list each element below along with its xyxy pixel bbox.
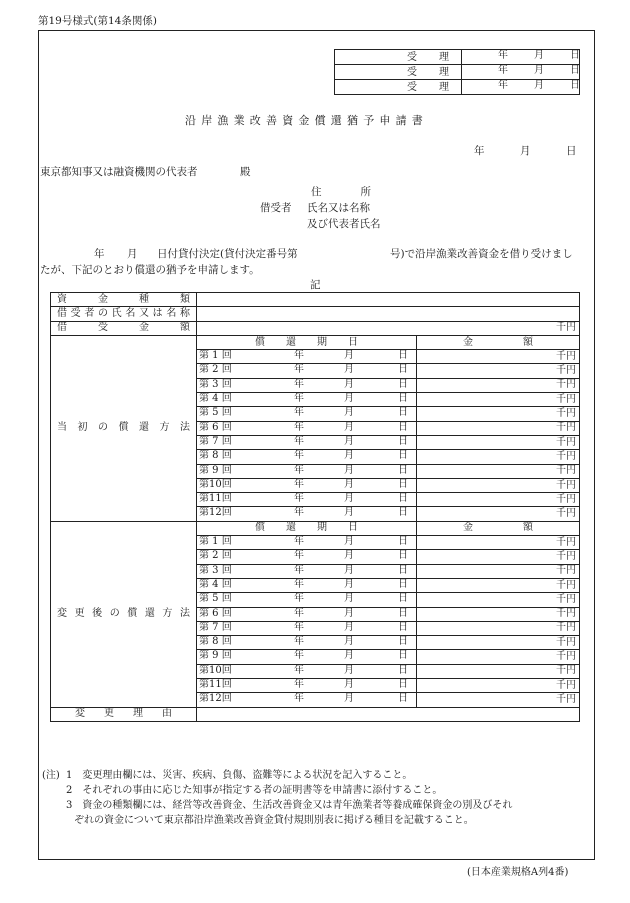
changed-installment-date[interactable] — [197, 636, 417, 650]
installment-day: 日 — [398, 607, 408, 619]
changed-installment-date[interactable] — [197, 650, 417, 664]
original-label: 当初の償還方法 — [51, 335, 197, 521]
changed-installment-date[interactable] — [197, 578, 417, 592]
installment-month: 月 — [344, 679, 354, 691]
changed-amount-header: 金額 — [417, 521, 580, 535]
original-header-row — [51, 335, 580, 349]
installment-year: 年 — [294, 693, 304, 705]
installment-month: 月 — [344, 407, 354, 419]
changed-installment-amount[interactable]: 千円 — [417, 636, 580, 650]
installment-day: 日 — [398, 350, 408, 362]
original-installment-date[interactable] — [197, 450, 417, 464]
changed-installment-amount[interactable]: 千円 — [417, 593, 580, 607]
receipt-month: 月 — [534, 80, 544, 91]
form-number: 第19号様式(第14条関係) — [38, 15, 157, 27]
ki-label: 記 — [310, 279, 321, 291]
receipt-month: 月 — [534, 65, 544, 76]
original-installment-amount[interactable]: 千円 — [417, 407, 580, 421]
installment-day: 日 — [398, 435, 408, 447]
borrower-name-row — [51, 307, 580, 321]
receipt-row — [335, 80, 580, 95]
original-installment-amount[interactable]: 千円 — [417, 393, 580, 407]
changed-installment-amount[interactable]: 千円 — [417, 550, 580, 564]
body-text-2: 号)で沿岸漁業改善資金を借り受けまし — [390, 248, 573, 260]
installment-month: 月 — [344, 450, 354, 462]
installment-day: 日 — [398, 421, 408, 433]
installment-month: 月 — [344, 421, 354, 433]
installment-month: 月 — [344, 378, 354, 390]
borrower-rep-label: 及び代表者氏名 — [307, 218, 381, 230]
receipt-row — [335, 65, 580, 80]
installment-year: 年 — [294, 393, 304, 405]
installment-month: 月 — [344, 621, 354, 633]
original-installment-date[interactable] — [197, 464, 417, 478]
installment-number: 第 4 回 — [199, 578, 232, 590]
installment-number: 第 1 回 — [199, 536, 232, 548]
installment-year: 年 — [294, 507, 304, 519]
note-item-1: 1 変更理由欄には、災害、疾病、負傷、盗難等による状況を記入すること。 — [66, 770, 413, 781]
main-table — [50, 292, 580, 722]
original-installment-date[interactable] — [197, 493, 417, 507]
installment-day: 日 — [398, 407, 408, 419]
changed-installment-amount[interactable]: 千円 — [417, 536, 580, 550]
original-installment-amount[interactable]: 千円 — [417, 435, 580, 449]
installment-month: 月 — [344, 564, 354, 576]
installment-day: 日 — [398, 564, 408, 576]
installment-day: 日 — [398, 364, 408, 376]
changed-installment-date[interactable] — [197, 607, 417, 621]
changed-installment-date[interactable] — [197, 593, 417, 607]
installment-month: 月 — [344, 435, 354, 447]
body-month: 月 — [127, 248, 138, 260]
installment-year: 年 — [294, 350, 304, 362]
installment-number: 第 6 回 — [199, 421, 232, 433]
installment-month: 月 — [344, 507, 354, 519]
installment-day: 日 — [398, 493, 408, 505]
receipt-label: 受 理 — [335, 80, 462, 95]
changed-installment-date[interactable] — [197, 536, 417, 550]
installment-month: 月 — [344, 650, 354, 662]
original-installment-amount[interactable]: 千円 — [417, 493, 580, 507]
installment-number: 第 1 回 — [199, 350, 232, 362]
original-installment-date[interactable] — [197, 393, 417, 407]
changed-label: 変更後の償還方法 — [51, 521, 197, 707]
installment-month: 月 — [344, 464, 354, 476]
changed-installment-amount[interactable]: 千円 — [417, 693, 580, 707]
installment-year: 年 — [294, 435, 304, 447]
reason-row — [51, 707, 580, 721]
installment-day: 日 — [398, 393, 408, 405]
original-installment-date[interactable] — [197, 407, 417, 421]
installment-month: 月 — [344, 364, 354, 376]
receipt-row — [335, 50, 580, 65]
receipt-year: 年 — [498, 65, 508, 76]
installment-day: 日 — [398, 478, 408, 490]
notes-prefix: (注) — [42, 770, 60, 781]
installment-year: 年 — [294, 664, 304, 676]
date-year: 年 — [474, 145, 485, 157]
note-item-3: 3 資金の種類欄には、経営等改善資金、生活改善資金又は青年漁業者等養成確保資金の別及びそれ — [66, 800, 513, 811]
original-installment-amount[interactable]: 千円 — [417, 464, 580, 478]
installment-month: 月 — [344, 350, 354, 362]
original-installment-date[interactable] — [197, 435, 417, 449]
original-installment-date[interactable] — [197, 507, 417, 521]
installment-day: 日 — [398, 636, 408, 648]
installment-year: 年 — [294, 536, 304, 548]
changed-installment-date[interactable] — [197, 564, 417, 578]
installment-number: 第12回 — [199, 507, 232, 519]
original-installment-date[interactable] — [197, 378, 417, 392]
changed-installment-amount[interactable]: 千円 — [417, 664, 580, 678]
installment-number: 第11回 — [199, 493, 232, 505]
installment-month: 月 — [344, 393, 354, 405]
original-installment-amount[interactable]: 千円 — [417, 507, 580, 521]
borrow-amount-unit[interactable]: 千円 — [197, 321, 580, 335]
changed-installment-date[interactable] — [197, 664, 417, 678]
installment-number: 第 2 回 — [199, 364, 232, 376]
installment-year: 年 — [294, 564, 304, 576]
installment-number: 第 9 回 — [199, 464, 232, 476]
installment-year: 年 — [294, 636, 304, 648]
installment-year: 年 — [294, 464, 304, 476]
installment-year: 年 — [294, 421, 304, 433]
installment-number: 第 4 回 — [199, 393, 232, 405]
borrower-name-label: 借受者の氏名又は名称 — [51, 307, 197, 321]
receipt-month: 月 — [534, 50, 544, 61]
installment-year: 年 — [294, 364, 304, 376]
original-installment-amount[interactable]: 千円 — [417, 378, 580, 392]
installment-year: 年 — [294, 621, 304, 633]
installment-month: 月 — [344, 593, 354, 605]
installment-year: 年 — [294, 607, 304, 619]
installment-day: 日 — [398, 650, 408, 662]
changed-installment-amount[interactable]: 千円 — [417, 621, 580, 635]
installment-number: 第12回 — [199, 693, 232, 705]
changed-installment-date[interactable] — [197, 693, 417, 707]
installment-month: 月 — [344, 693, 354, 705]
fund-type-row — [51, 293, 580, 307]
installment-day: 日 — [398, 507, 408, 519]
receipt-day: 日 — [570, 65, 580, 76]
original-installment-amount[interactable]: 千円 — [417, 364, 580, 378]
installment-month: 月 — [344, 578, 354, 590]
changed-installment-amount[interactable]: 千円 — [417, 650, 580, 664]
installment-day: 日 — [398, 679, 408, 691]
installment-day: 日 — [398, 536, 408, 548]
note-item-2: 2 それぞれの事由に応じた知事が指定する者の証明書等を申請書に添付すること。 — [66, 785, 443, 796]
changed-installment-date[interactable] — [197, 621, 417, 635]
installment-month: 月 — [344, 607, 354, 619]
date-month: 月 — [520, 145, 531, 157]
original-installment-amount[interactable]: 千円 — [417, 350, 580, 364]
fund-type-label: 資金種類 — [51, 293, 197, 307]
borrower-name-value[interactable] — [197, 307, 580, 321]
footer-spec: (日本産業規格A列4番) — [467, 867, 569, 878]
original-period-header: 償還期日 — [197, 335, 417, 349]
fund-type-value[interactable] — [197, 293, 580, 307]
installment-number: 第 7 回 — [199, 435, 232, 447]
reason-value[interactable] — [197, 707, 580, 721]
original-installment-date[interactable] — [197, 421, 417, 435]
installment-day: 日 — [398, 550, 408, 562]
installment-number: 第11回 — [199, 679, 232, 691]
installment-day: 日 — [398, 621, 408, 633]
receipt-table — [334, 49, 580, 95]
installment-year: 年 — [294, 650, 304, 662]
original-installment-amount[interactable]: 千円 — [417, 478, 580, 492]
changed-installment-amount[interactable]: 千円 — [417, 679, 580, 693]
installment-number: 第 7 回 — [199, 621, 232, 633]
installment-day: 日 — [398, 378, 408, 390]
installment-year: 年 — [294, 593, 304, 605]
honorific: 殿 — [240, 166, 251, 178]
installment-year: 年 — [294, 378, 304, 390]
original-amount-header: 金額 — [417, 335, 580, 349]
receipt-year: 年 — [498, 50, 508, 61]
note-item-4: ぞれの資金について東京都沿岸漁業改善資金貸付規則別表に掲げる種目を記載すること。 — [74, 815, 474, 826]
body-text-line2: たが、下記のとおり償還の猶予を申請します。 — [40, 264, 260, 276]
receipt-day: 日 — [570, 80, 580, 91]
installment-year: 年 — [294, 550, 304, 562]
installment-year: 年 — [294, 478, 304, 490]
installment-month: 月 — [344, 536, 354, 548]
addressee: 東京都知事又は融資機関の代表者 — [40, 166, 198, 178]
installment-number: 第 2 回 — [199, 550, 232, 562]
body-text-1: 日付貸付決定(貸付決定番号第 — [157, 248, 298, 260]
borrow-amount-row — [51, 321, 580, 335]
installment-number: 第 5 回 — [199, 407, 232, 419]
original-installment-date[interactable] — [197, 364, 417, 378]
installment-day: 日 — [398, 693, 408, 705]
installment-day: 日 — [398, 593, 408, 605]
installment-month: 月 — [344, 550, 354, 562]
installment-year: 年 — [294, 493, 304, 505]
installment-number: 第 8 回 — [199, 636, 232, 648]
installment-number: 第 3 回 — [199, 564, 232, 576]
changed-header-row — [51, 521, 580, 535]
installment-number: 第 5 回 — [199, 593, 232, 605]
installment-month: 月 — [344, 664, 354, 676]
body-year: 年 — [94, 248, 105, 260]
installment-number: 第10回 — [199, 664, 232, 676]
installment-number: 第 3 回 — [199, 378, 232, 390]
receipt-label: 受 理 — [335, 50, 462, 65]
borrower-label: 借受者 — [260, 202, 292, 214]
receipt-day: 日 — [570, 50, 580, 61]
changed-installment-amount[interactable]: 千円 — [417, 578, 580, 592]
changed-installment-amount[interactable]: 千円 — [417, 564, 580, 578]
installment-month: 月 — [344, 493, 354, 505]
page-title: 沿岸漁業改善資金償還猶予申請書 — [185, 114, 428, 127]
installment-number: 第 9 回 — [199, 650, 232, 662]
installment-year: 年 — [294, 578, 304, 590]
receipt-label: 受 理 — [335, 65, 462, 80]
borrower-name-label: 氏名又は名称 — [307, 202, 370, 214]
changed-installment-date[interactable] — [197, 550, 417, 564]
borrow-amount-label: 借受金額 — [51, 321, 197, 335]
date-day: 日 — [566, 145, 577, 157]
installment-year: 年 — [294, 679, 304, 691]
installment-day: 日 — [398, 464, 408, 476]
original-installment-amount[interactable]: 千円 — [417, 421, 580, 435]
borrower-address-label: 住 所 — [311, 186, 377, 198]
installment-day: 日 — [398, 664, 408, 676]
changed-installment-date[interactable] — [197, 679, 417, 693]
original-installment-amount[interactable]: 千円 — [417, 450, 580, 464]
installment-month: 月 — [344, 478, 354, 490]
installment-number: 第 8 回 — [199, 450, 232, 462]
installment-year: 年 — [294, 407, 304, 419]
installment-year: 年 — [294, 450, 304, 462]
original-installment-date[interactable] — [197, 350, 417, 364]
installment-month: 月 — [344, 636, 354, 648]
reason-label: 変更理由 — [51, 707, 197, 721]
original-installment-date[interactable] — [197, 478, 417, 492]
changed-period-header: 償還期日 — [197, 521, 417, 535]
installment-number: 第 6 回 — [199, 607, 232, 619]
receipt-year: 年 — [498, 80, 508, 91]
installment-day: 日 — [398, 578, 408, 590]
installment-number: 第10回 — [199, 478, 232, 490]
installment-day: 日 — [398, 450, 408, 462]
changed-installment-amount[interactable]: 千円 — [417, 607, 580, 621]
